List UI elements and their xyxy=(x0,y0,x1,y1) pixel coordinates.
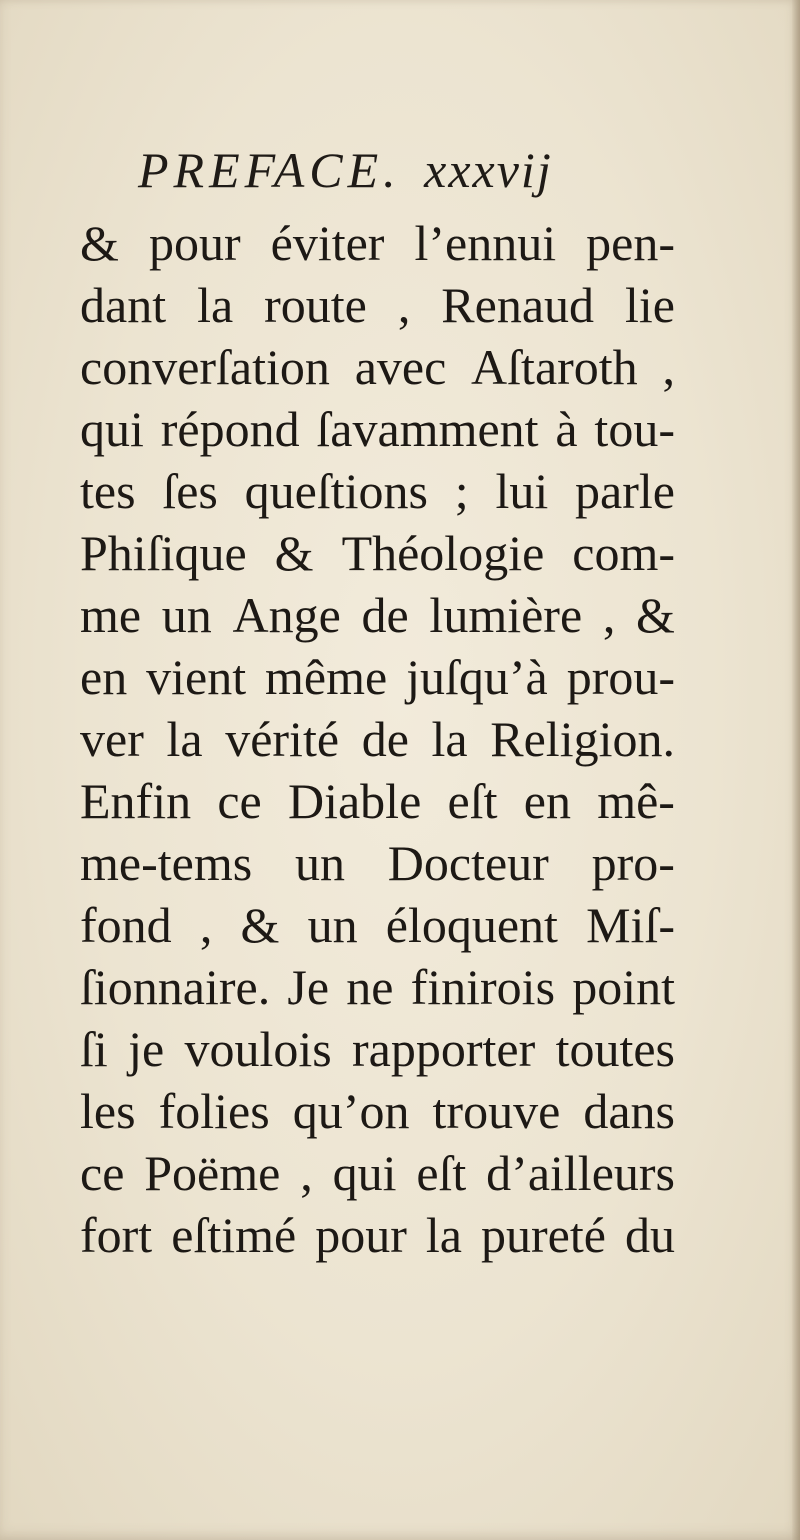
text-line xyxy=(80,956,675,1018)
word: ſi xyxy=(80,1021,108,1077)
word: les xyxy=(80,1083,136,1139)
word: ſavamment xyxy=(316,401,539,457)
word: mê- xyxy=(597,773,675,829)
text-line xyxy=(80,894,675,956)
word: ſionnaire. xyxy=(80,959,271,1015)
word: à xyxy=(555,401,578,457)
text-line xyxy=(80,212,675,274)
word: un xyxy=(307,897,358,953)
text-line xyxy=(80,1080,675,1142)
word: Renaud xyxy=(441,277,595,333)
word: éloquent xyxy=(385,897,558,953)
word: prou- xyxy=(566,649,675,705)
word: pour xyxy=(148,215,241,271)
word: ne xyxy=(346,959,394,1015)
word: & xyxy=(274,525,314,581)
word: de xyxy=(361,711,409,767)
word: ce xyxy=(217,773,262,829)
word: tou- xyxy=(594,401,675,457)
word: je xyxy=(128,1021,165,1077)
word: , xyxy=(602,587,616,643)
word: pour xyxy=(315,1207,407,1263)
word: ce xyxy=(80,1145,125,1201)
running-head xyxy=(138,140,698,200)
word: qu’on xyxy=(292,1083,410,1139)
word: me-tems xyxy=(80,835,253,891)
word: pro- xyxy=(591,835,675,891)
word: Religion. xyxy=(490,711,675,767)
word: & xyxy=(240,897,280,953)
word: un xyxy=(294,835,345,891)
word: & xyxy=(80,215,119,271)
word: ver xyxy=(80,711,144,767)
text-line xyxy=(80,460,675,522)
word: en xyxy=(80,649,128,705)
body-text xyxy=(80,212,675,1266)
word: finirois xyxy=(410,959,556,1015)
word: Poëme xyxy=(144,1145,281,1201)
word: fort xyxy=(80,1207,153,1263)
word: eſtimé xyxy=(171,1207,297,1263)
word: qui xyxy=(80,401,144,457)
text-line xyxy=(80,770,675,832)
word: Je xyxy=(287,959,330,1015)
text-line xyxy=(80,274,675,336)
word: lumière xyxy=(429,587,583,643)
word: toutes xyxy=(555,1021,675,1077)
page-edge-shadow xyxy=(792,0,800,1540)
word: la xyxy=(431,711,468,767)
word: Docteur xyxy=(387,835,549,891)
word: trouve xyxy=(432,1083,561,1139)
word: Ange xyxy=(232,587,341,643)
word: , xyxy=(300,1145,313,1201)
word: dans xyxy=(583,1083,675,1139)
word: juſqu’à xyxy=(406,649,548,705)
word: un xyxy=(161,587,212,643)
word: point xyxy=(572,959,675,1015)
word: eſt xyxy=(416,1145,467,1201)
word: eſt xyxy=(447,773,498,829)
word: route xyxy=(264,277,367,333)
word: Diable xyxy=(287,773,422,829)
word: vérité xyxy=(225,711,340,767)
word: éviter xyxy=(270,215,385,271)
word: pureté xyxy=(481,1207,606,1263)
word: converſation xyxy=(80,339,330,395)
word: dant xyxy=(80,277,167,333)
text-line xyxy=(80,522,675,584)
text-line xyxy=(80,336,675,398)
text-line xyxy=(80,398,675,460)
word: la xyxy=(166,711,203,767)
word: voulois xyxy=(184,1021,332,1077)
word: la xyxy=(197,277,234,333)
word: ; xyxy=(454,463,469,519)
word: la xyxy=(425,1207,462,1263)
running-head-title: PREFACE. xyxy=(138,142,401,198)
word: lie xyxy=(625,277,675,333)
word: , xyxy=(397,277,411,333)
word: l’ennui xyxy=(414,215,557,271)
page-folio: xxxvij xyxy=(424,142,553,198)
word: parle xyxy=(575,463,675,519)
word: queſtions xyxy=(244,463,428,519)
word: en xyxy=(523,773,571,829)
word: Aſtaroth xyxy=(471,339,638,395)
word: Phiſique xyxy=(80,525,247,581)
word: Théologie xyxy=(341,525,545,581)
word: Miſ- xyxy=(586,897,675,953)
word: d’ailleurs xyxy=(486,1145,675,1201)
word: fond xyxy=(80,897,172,953)
text-line xyxy=(80,584,675,646)
text-line xyxy=(80,1142,675,1204)
text-line xyxy=(80,646,675,708)
word: , xyxy=(662,339,675,395)
word: du xyxy=(625,1207,675,1263)
text-line xyxy=(80,832,675,894)
word: répond xyxy=(160,401,300,457)
word: même xyxy=(265,649,388,705)
word: pen- xyxy=(586,215,675,271)
word: rapporter xyxy=(352,1021,536,1077)
word: me xyxy=(80,587,142,643)
word: folies xyxy=(158,1083,270,1139)
word: qui xyxy=(332,1145,397,1201)
word: vient xyxy=(146,649,247,705)
word: tes xyxy=(80,463,136,519)
word: lui xyxy=(495,463,549,519)
text-line xyxy=(80,1018,675,1080)
word: Enfin xyxy=(80,773,192,829)
word: , xyxy=(199,897,213,953)
text-line xyxy=(80,708,675,770)
word: com- xyxy=(572,525,675,581)
word: ſes xyxy=(162,463,218,519)
text-line xyxy=(80,1204,675,1266)
word: & xyxy=(636,587,675,643)
word: de xyxy=(361,587,409,643)
word: avec xyxy=(354,339,447,395)
